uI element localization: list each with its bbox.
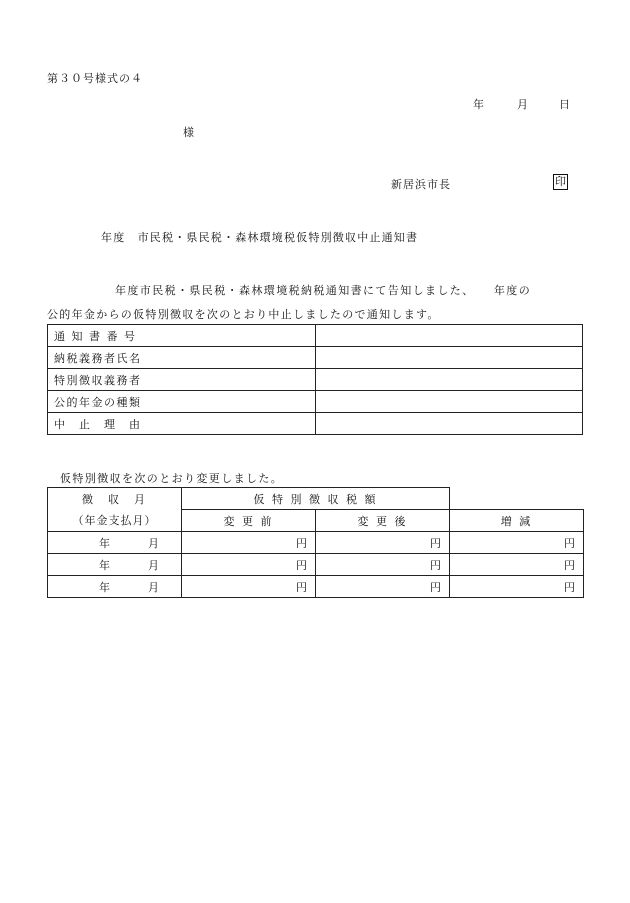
diff-header: 増 減	[450, 510, 584, 532]
diff-amount: 円	[450, 576, 584, 598]
date-month: 月	[517, 98, 528, 111]
after-header: 変 更 後	[316, 510, 450, 532]
month-cell: 年 月	[48, 532, 182, 554]
info-label: 中 止 理 由	[48, 413, 316, 435]
after-amount: 円	[316, 532, 450, 554]
table-row	[48, 413, 583, 435]
table-row	[48, 391, 583, 413]
form-number: 第３０号様式の４	[47, 72, 143, 85]
issue-date	[473, 96, 570, 112]
table-header-row	[48, 510, 584, 532]
recipient-suffix: 様	[183, 126, 194, 139]
before-amount: 円	[182, 532, 316, 554]
table-row	[48, 576, 584, 598]
month-header-bottom: （年金支払月）	[48, 510, 182, 532]
month-cell: 年 月	[48, 554, 182, 576]
date-year: 年	[473, 98, 484, 111]
before-header: 変 更 前	[182, 510, 316, 532]
section-heading: 仮特別徴収を次のとおり変更しました。	[60, 472, 284, 485]
table-row	[48, 554, 584, 576]
table-row	[48, 325, 583, 347]
info-table	[47, 324, 583, 435]
diff-amount: 円	[450, 532, 584, 554]
diff-amount: 円	[450, 554, 584, 576]
after-amount: 円	[316, 554, 450, 576]
after-amount: 円	[316, 576, 450, 598]
info-value	[316, 369, 583, 391]
info-value	[316, 413, 583, 435]
month-header-top: 徴 収 月	[48, 488, 182, 510]
document-title: 年度 市民税・県民税・森林環境税仮特別徴収中止通知書	[101, 231, 419, 244]
month-cell: 年 月	[48, 576, 182, 598]
table-header-row	[48, 488, 584, 510]
table-row	[48, 347, 583, 369]
info-label: 特別徴収義務者	[48, 369, 316, 391]
seal-mark: 印	[555, 175, 566, 188]
info-value	[316, 325, 583, 347]
info-label: 公的年金の種類	[48, 391, 316, 413]
info-label: 通 知 書 番 号	[48, 325, 316, 347]
info-label: 納税義務者氏名	[48, 347, 316, 369]
before-amount: 円	[182, 576, 316, 598]
amount-header: 仮 特 別 徴 収 税 額	[182, 488, 450, 510]
table-row	[48, 369, 583, 391]
empty-cell	[450, 488, 584, 510]
info-value	[316, 347, 583, 369]
change-table	[47, 487, 584, 598]
body-line-2: 公的年金からの仮特別徴収を次のとおり中止しましたので通知します。	[47, 308, 440, 321]
date-day: 日	[559, 98, 570, 111]
body-line-1: 年度市民税・県民税・森林環境税納税通知書にて告知しました、 年度の	[115, 284, 532, 297]
info-value	[316, 391, 583, 413]
before-amount: 円	[182, 554, 316, 576]
table-row	[48, 532, 584, 554]
issuer: 新居浜市長	[391, 178, 451, 191]
